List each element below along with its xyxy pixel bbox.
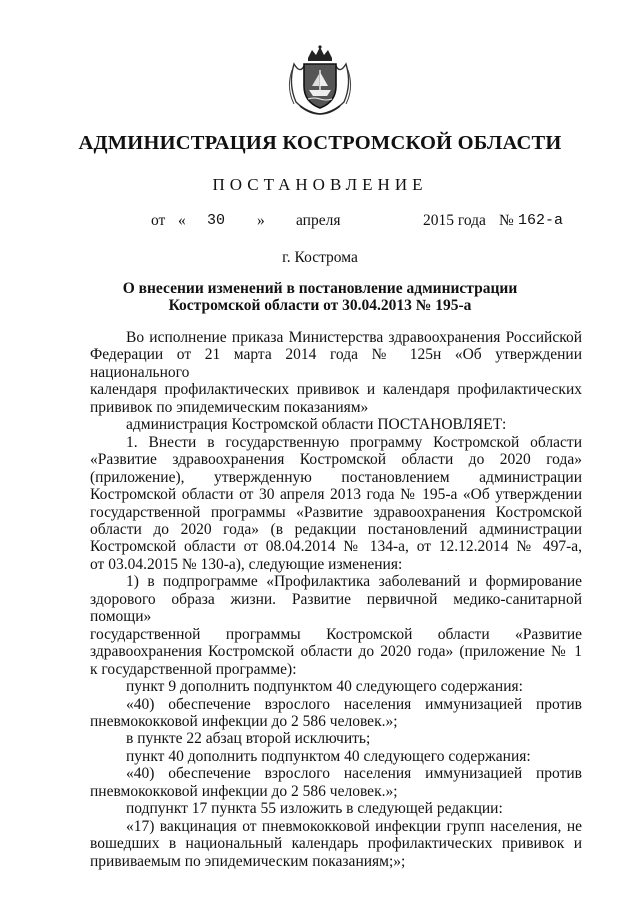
- body-line: Во исполнение приказа Министерства здравоохранения Российской: [126, 329, 582, 346]
- body-line: здорового образа жизни. Развитие первичной медико-санитарной помощи»: [90, 590, 582, 626]
- subject-line: Костромской области от 30.04.2013 № 195-а: [168, 297, 472, 314]
- body-line: Костромской области от 30 апреля 2013 года № 195-а «Об утверждении: [90, 486, 582, 504]
- quote-open: «: [178, 212, 186, 229]
- body-line: администрация Костромской области ПОСТАНОВЛЯЕТ:: [126, 416, 507, 434]
- body-line: Федерации от 21 марта 2014 года № 125н «Об утверждении национального: [90, 346, 582, 381]
- city: г. Кострома: [282, 249, 358, 266]
- document-number: 162-а: [518, 212, 564, 229]
- body-line: вошедших в национальный календарь профилактических прививок и: [90, 835, 582, 853]
- body-line: пункт 40 дополнить подпунктом 40 следующего содержания:: [126, 747, 531, 765]
- coat-of-arms-icon: [286, 44, 354, 116]
- body-line: подпункт 17 пункта 55 изложить в следующей редакции:: [126, 800, 503, 818]
- date-prefix: от: [151, 212, 166, 229]
- body-line: «Развитие здравоохранения Костромской области до 2020 года»: [90, 451, 582, 469]
- body-line: 1) в подпрограмме «Профилактика заболеваний и формирование: [126, 573, 582, 591]
- body-line: здравоохранения Костромской области до 2020 года» (приложение № 1: [90, 643, 582, 661]
- body-line: в пункте 22 абзац второй исключить;: [126, 730, 371, 748]
- body-line: «40) обеспечение взрослого населения иммунизацией против: [126, 695, 582, 713]
- document-type: ПОСТАНОВЛЕНИЕ: [212, 175, 428, 194]
- body-line: 1. Внести в государственную программу Костромской области: [126, 433, 582, 451]
- body-line: календаря профилактических прививок и календаря профилактических: [90, 381, 582, 399]
- body-line: «40) обеспечение взрослого населения иммунизацией против: [126, 765, 582, 783]
- number-sign: №: [499, 212, 514, 229]
- body-line: прививаемым по эпидемическим показаниям;»;: [90, 852, 406, 870]
- body-line: пневмококковой инфекции до 2 586 человек.»;: [90, 712, 398, 730]
- subject-line: О внесении изменений в постановление администрации: [122, 280, 518, 297]
- date-day: 30: [207, 212, 226, 229]
- body-line: пневмококковой инфекции до 2 586 человек.»;: [90, 782, 398, 800]
- body-line: области до 2020 года» (в редакции постановлений администрации: [90, 520, 582, 538]
- body-line: Костромской области от 08.04.2014 № 134-а, от 12.12.2014 № 497-а,: [90, 538, 582, 556]
- body-line: государственной программы «Развитие здравоохранения Костромской: [90, 503, 582, 521]
- body-line: «17) вакцинация от пневмококковой инфекции групп населения, не: [126, 817, 582, 835]
- body-line: государственной программы Костромской области «Развитие: [90, 625, 582, 643]
- body-line: от 03.04.2015 № 130-а), следующие изменения:: [90, 555, 403, 573]
- document-subject: [90, 280, 550, 314]
- date-year: 2015 года: [423, 212, 486, 229]
- body-line: прививок по эпидемическим показаниям»: [90, 398, 369, 416]
- document-body: [90, 329, 582, 870]
- quote-close: »: [257, 212, 265, 229]
- organization-title: АДМИНИСТРАЦИЯ КОСТРОМСКОЙ ОБЛАСТИ: [78, 132, 562, 154]
- body-line: к государственной программе):: [90, 660, 297, 678]
- body-line: пункт 9 дополнить подпунктом 40 следующего содержания:: [126, 678, 523, 696]
- date-month: апреля: [296, 212, 341, 229]
- body-line: (приложение), утвержденную постановлением администрации: [90, 468, 582, 486]
